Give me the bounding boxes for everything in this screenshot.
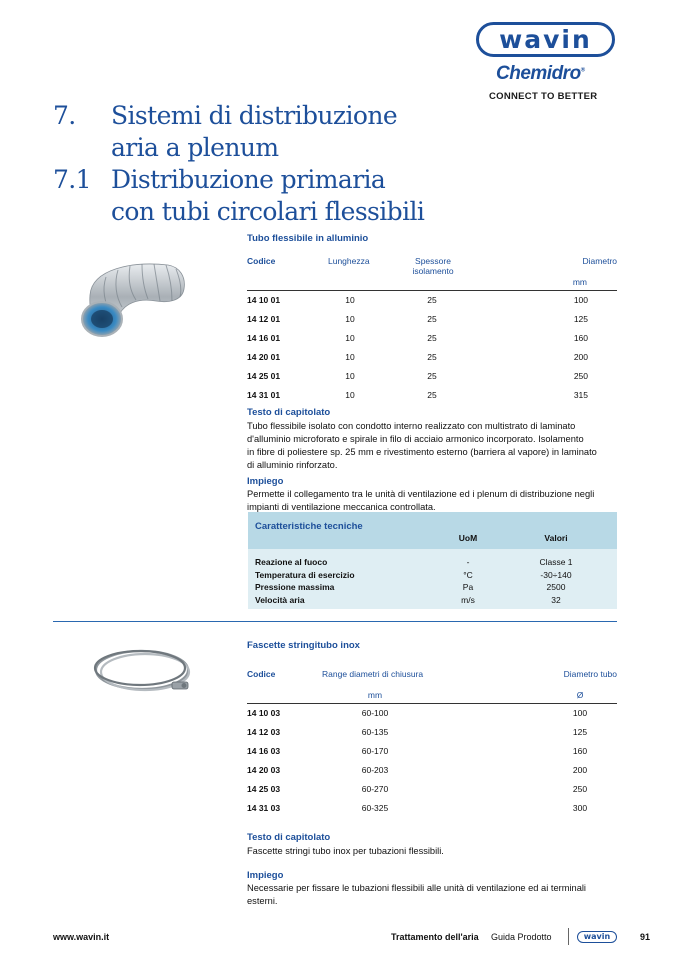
spec-uom: Pa bbox=[462, 582, 474, 592]
product2-header-rule bbox=[247, 703, 617, 704]
tech-specs-uom-header: UoM bbox=[458, 533, 478, 543]
footer-website[interactable]: www.wavin.it bbox=[53, 932, 110, 942]
product1-capitolato-line: di alluminio rinforzato. bbox=[247, 460, 338, 470]
cell-diameter: 160 bbox=[572, 746, 588, 756]
spec-label: Reazione al fuoco bbox=[255, 557, 328, 567]
cell-code: 14 10 01 bbox=[247, 295, 281, 305]
cell-range: 60-203 bbox=[361, 765, 389, 775]
product2-header-range: Range diametri di chiusura bbox=[322, 669, 424, 679]
spec-label: Velocità aria bbox=[255, 595, 305, 605]
cell-diameter: 250 bbox=[572, 784, 588, 794]
product1-impiego-title: Impiego bbox=[247, 476, 284, 487]
product2-header-diameter: Diametro tubo bbox=[563, 669, 617, 679]
product1-title: Tubo flessibile in alluminio bbox=[247, 233, 369, 244]
product1-header-rule bbox=[247, 290, 617, 291]
section-number: 7.1 bbox=[53, 165, 91, 194]
wavin-logo bbox=[476, 22, 615, 57]
product1-header-code: Codice bbox=[247, 256, 276, 266]
product1-header-length: Lunghezza bbox=[328, 256, 370, 266]
product1-impiego-line: Permette il collegamento tra le unità di ventilazione ed i plenum di distribuzione negli bbox=[247, 489, 595, 499]
cell-thickness: 25 bbox=[427, 390, 437, 400]
cell-diameter: 100 bbox=[572, 708, 588, 718]
product1-header-thickness-1: Spessore bbox=[415, 256, 451, 266]
product2-header-diameter-unit: Ø bbox=[576, 690, 584, 700]
product2-header-range-unit: mm bbox=[367, 690, 383, 700]
cell-code: 14 25 01 bbox=[247, 371, 281, 381]
cell-code: 14 16 01 bbox=[247, 333, 281, 343]
cell-length: 10 bbox=[345, 333, 355, 343]
cell-range: 60-270 bbox=[361, 784, 389, 794]
chapter-title-line2: aria a plenum bbox=[111, 133, 279, 162]
spec-value: 32 bbox=[551, 595, 561, 605]
cell-diameter: 250 bbox=[573, 371, 588, 381]
product2-impiego-line: esterni. bbox=[247, 896, 278, 906]
cell-range: 60-135 bbox=[361, 727, 389, 737]
spec-value: 2500 bbox=[546, 582, 566, 592]
chemidro-logo: Chemidro® bbox=[496, 63, 585, 84]
section-title-line2: con tubi circolari flessibili bbox=[111, 197, 425, 226]
wavin-logo-text: wavin bbox=[499, 25, 592, 54]
hose-clamp-image bbox=[90, 640, 200, 702]
cell-range: 60-170 bbox=[361, 746, 389, 756]
product2-capitolato-title: Testo di capitolato bbox=[247, 832, 331, 843]
cell-thickness: 25 bbox=[427, 314, 437, 324]
cell-diameter: 200 bbox=[572, 765, 588, 775]
product2-title: Fascette stringitubo inox bbox=[247, 640, 360, 651]
cell-diameter: 125 bbox=[573, 314, 588, 324]
chapter-number: 7. bbox=[53, 101, 76, 130]
product1-header-unit: mm bbox=[572, 277, 587, 287]
product1-capitolato-line: Tubo flessibile isolato con condotto interno realizzato con multistrato di laminato bbox=[247, 421, 576, 431]
tagline: CONNECT TO BETTER bbox=[489, 91, 598, 102]
product1-impiego-line: impianti di ventilazione meccanica controllata. bbox=[247, 502, 436, 512]
cell-code: 14 31 03 bbox=[247, 803, 281, 813]
cell-length: 10 bbox=[345, 295, 355, 305]
product1-capitolato-line: d'alluminio microforato e spirale in filo di acciaio armonico incorporato. Isolamento bbox=[247, 434, 584, 444]
cell-diameter: 160 bbox=[573, 333, 588, 343]
product2-capitolato-line: Fascette stringi tubo inox per tubazioni flessibili. bbox=[247, 846, 444, 856]
spec-uom: °C bbox=[463, 570, 473, 580]
cell-thickness: 25 bbox=[427, 371, 437, 381]
spec-value: -30÷140 bbox=[540, 570, 572, 580]
cell-thickness: 25 bbox=[427, 333, 437, 343]
cell-length: 10 bbox=[345, 390, 355, 400]
footer-guide: Guida Prodotto bbox=[491, 932, 552, 942]
cell-thickness: 25 bbox=[427, 352, 437, 362]
cell-thickness: 25 bbox=[427, 295, 437, 305]
product1-capitolato-line: in fibre di poliestere sp. 25 mm e rivestimento esterno (barriera al vapore) in laminato bbox=[247, 447, 597, 457]
cell-code: 14 10 03 bbox=[247, 708, 281, 718]
section-title-line1: Distribuzione primaria bbox=[111, 165, 386, 194]
spec-value: Classe 1 bbox=[539, 557, 573, 567]
cell-code: 14 20 01 bbox=[247, 352, 281, 362]
footer-separator bbox=[568, 928, 569, 945]
tech-specs-values-header: Valori bbox=[544, 533, 568, 543]
cell-code: 14 16 03 bbox=[247, 746, 281, 756]
cell-code: 14 31 01 bbox=[247, 390, 281, 400]
product2-header-code: Codice bbox=[247, 669, 276, 679]
product1-header-diameter: Diametro bbox=[582, 256, 617, 266]
page-number: 91 bbox=[640, 932, 651, 942]
spec-uom: m/s bbox=[461, 595, 475, 605]
cell-diameter: 125 bbox=[572, 727, 588, 737]
cell-length: 10 bbox=[345, 371, 355, 381]
cell-code: 14 12 03 bbox=[247, 727, 281, 737]
cell-length: 10 bbox=[345, 352, 355, 362]
cell-range: 60-100 bbox=[361, 708, 389, 718]
cell-code: 14 25 03 bbox=[247, 784, 281, 794]
cell-range: 60-325 bbox=[361, 803, 389, 813]
product1-capitolato-title: Testo di capitolato bbox=[247, 407, 331, 418]
cell-diameter: 100 bbox=[573, 295, 588, 305]
spec-uom: - bbox=[466, 557, 470, 567]
cell-code: 14 12 01 bbox=[247, 314, 281, 324]
tech-specs-title: Caratteristiche tecniche bbox=[255, 521, 363, 532]
cell-length: 10 bbox=[345, 314, 355, 324]
cell-code: 14 20 03 bbox=[247, 765, 281, 775]
cell-diameter: 315 bbox=[573, 390, 588, 400]
footer-wavin-logo-text: wavin bbox=[583, 932, 611, 941]
flexible-duct-image bbox=[72, 255, 190, 345]
section-divider bbox=[53, 621, 617, 622]
spec-label: Temperatura di esercizio bbox=[255, 570, 355, 580]
chapter-title-line1: Sistemi di distribuzione bbox=[111, 101, 398, 130]
footer-section: Trattamento dell'aria bbox=[391, 932, 479, 942]
cell-diameter: 300 bbox=[572, 803, 588, 813]
footer-wavin-logo bbox=[577, 931, 617, 943]
product2-impiego-line: Necessarie per fissare le tubazioni flessibili alle unità di ventilazione ed ai terminali bbox=[247, 883, 586, 893]
cell-diameter: 200 bbox=[573, 352, 588, 362]
product1-header-thickness-2: isolamento bbox=[412, 266, 454, 276]
product2-impiego-title: Impiego bbox=[247, 870, 284, 881]
spec-label: Pressione massima bbox=[255, 582, 335, 592]
